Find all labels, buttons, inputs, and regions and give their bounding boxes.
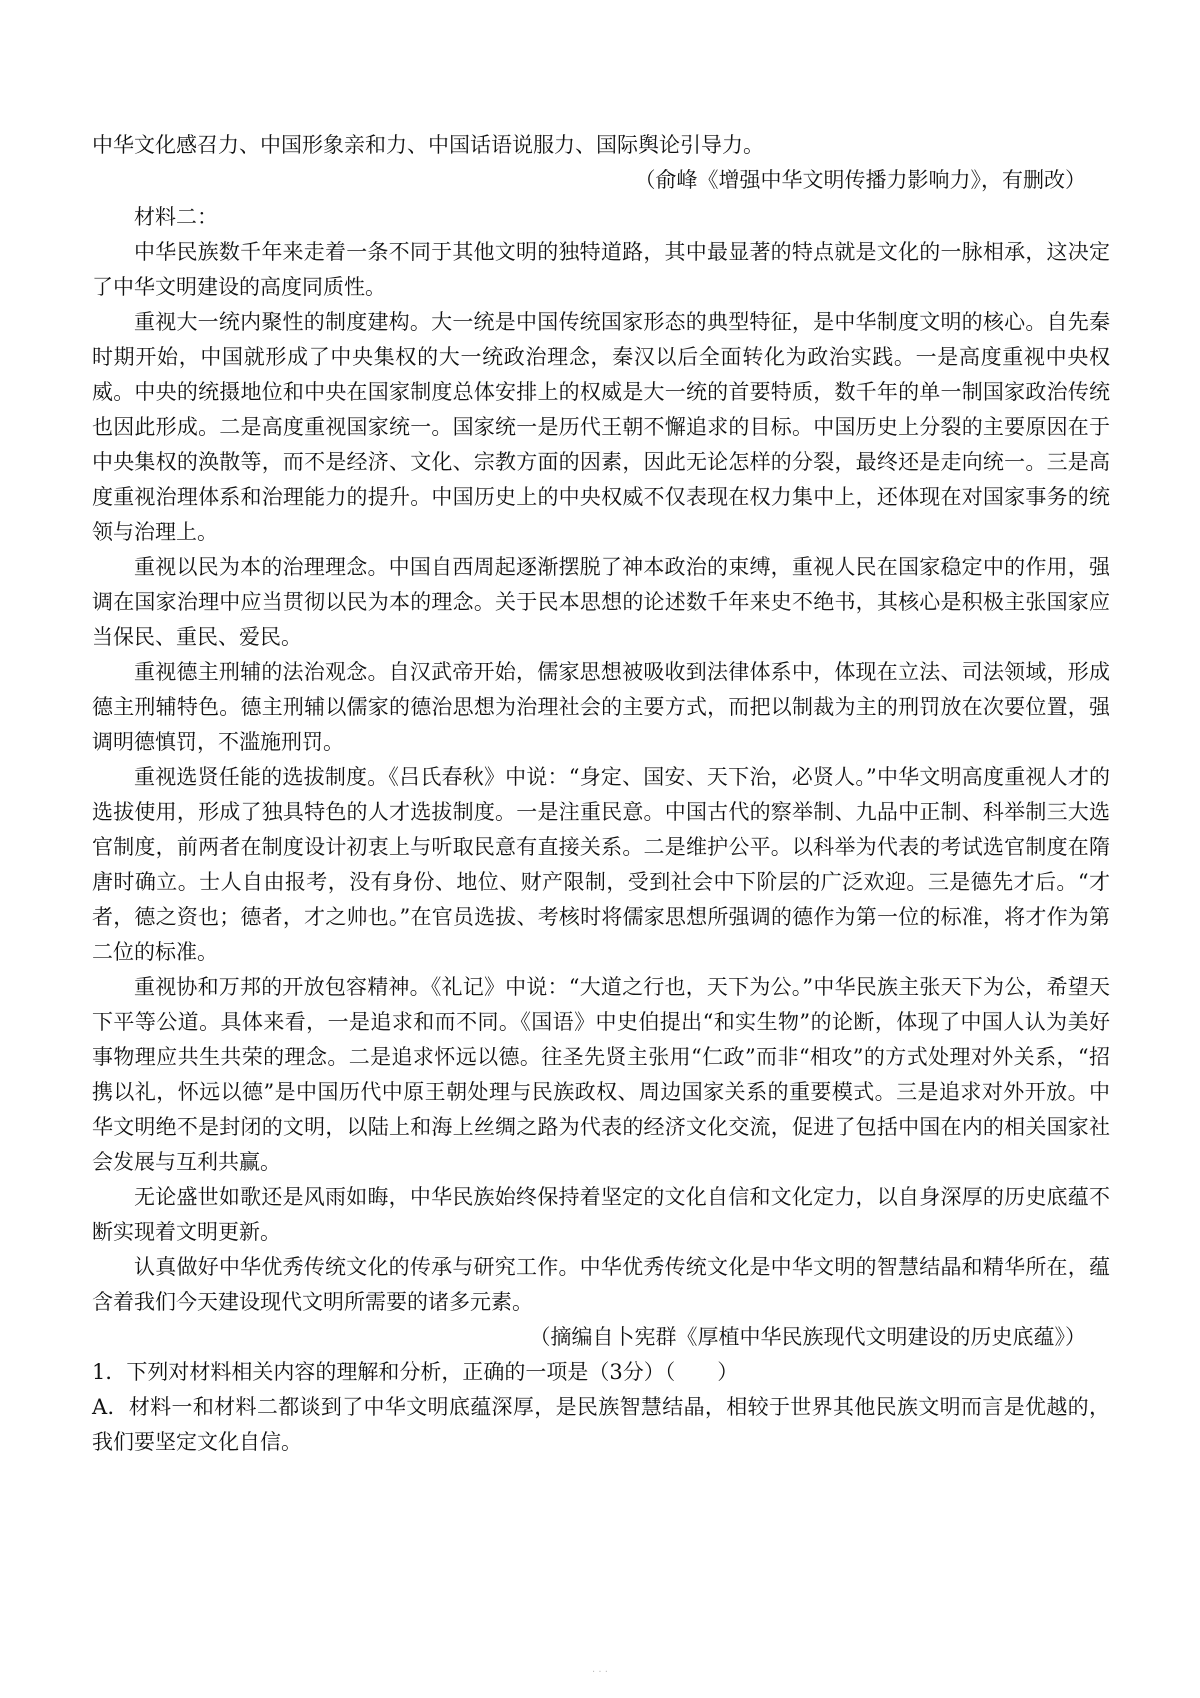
paragraph-2: 中华民族数千年来走着一条不同于其他文明的独特道路，其中最显著的特点就是文化的一脉相承，这决定了中华文明建设的高度同质性。 [92, 240, 1110, 299]
paragraph-7: 重视协和万邦的开放包容精神。《礼记》中说：“大道之行也，天下为公。”中华民族主张天下为公，希望天下平等公道。具体来看，一是追求和而不同。《国语》中史伯提出“和实生物”的论断，体现了中国人认为美好事物理应共生共荣的理念。二是追求怀远以德。往圣先贤主张用“仁政”而非“相攻”的方式处理对外关系，“招携以礼，怀远以德”是中国历代中原王朝处理与民族政权、周边国家关系的重要模式。三是追求对外开放。中华文明绝不是封闭的文明，以陆上和海上丝绸之路为代表的经济文化交流，促进了包括中国在内的相关国家社会发展与互利共赢。 [92, 975, 1110, 1174]
paragraph-1: 中华文化感召力、中国形象亲和力、中国话语说服力、国际舆论引导力。 [92, 133, 764, 157]
paragraph-5: 重视德主刑辅的法治观念。自汉武帝开始，儒家思想被吸收到法律体系中，体现在立法、司法领域，形成德主刑辅特色。德主刑辅以儒家的德治思想为治理社会的主要方式，而把以制裁为主的刑罚放在次要位置，强调明德慎罚，不滥施刑罚。 [92, 660, 1110, 754]
paragraph-6: 重视选贤任能的选拔制度。《吕氏春秋》中说：“身定、国安、天下治，必贤人。”中华文明高度重视人才的选拔使用，形成了独具特色的人才选拔制度。一是注重民意。中国古代的察举制、九品中正制、科举制三大选官制度，前两者在制度设计初衷上与听取民意有直接关系。二是维护公平。以科举为代表的考试选官制度在隋唐时确立。士人自由报考，没有身份、地位、财产限制，受到社会中下阶层的广泛欢迎。三是德先才后。“才者，德之资也；德者，才之帅也。”在官员选拔、考核时将儒家思想所强调的德作为第一位的标准，将才作为第二位的标准。 [92, 765, 1110, 964]
source-citation-2: （摘编自卜宪群《厚植中华民族现代文明建设的历史底蕴》） [529, 1325, 1086, 1349]
material-label: 材料二： [134, 205, 218, 229]
document-page [92, 128, 1110, 1460]
paragraph-3: 重视大一统内聚性的制度建构。大一统是中国传统国家形态的典型特征，是中华制度文明的核心。自先秦时期开始，中国就形成了中央集权的大一统政治理念，秦汉以后全面转化为政治实践。一是高度重视中央权威。中央的统摄地位和中央在国家制度总体安排上的权威是大一统的首要特质，数千年的单一制国家政治传统也因此形成。二是高度重视国家统一。国家统一是历代王朝不懈追求的目标。中国历史上分裂的主要原因在于中央集权的涣散等，而不是经济、文化、宗教方面的因素，因此无论怎样的分裂，最终还是走向统一。三是高度重视治理体系和治理能力的提升。中国历史上的中央权威不仅表现在权力集中上，还体现在对国家事务的统领与治理上。 [92, 310, 1110, 544]
question-option-a[interactable]: A．材料一和材料二都谈到了中华文明底蕴深厚，是民族智慧结晶，相较于世界其他民族文明而言是优越的，我们要坚定文化自信。 [92, 1395, 1110, 1454]
source-citation-1: （俞峰《增强中华文明传播力影响力》，有删改） [634, 168, 1086, 192]
paragraph-9: 认真做好中华优秀传统文化的传承与研究工作。中华优秀传统文化是中华文明的智慧结晶和精华所在，蕴含着我们今天建设现代文明所需要的诸多元素。 [92, 1255, 1110, 1314]
paragraph-8: 无论盛世如歌还是风雨如晦，中华民族始终保持着坚定的文化自信和文化定力，以自身深厚的历史底蕴不断实现着文明更新。 [92, 1185, 1110, 1244]
question-stem: 1．下列对材料相关内容的理解和分析，正确的一项是（3分）（ ） [92, 1360, 739, 1384]
paragraph-4: 重视以民为本的治理理念。中国自西周起逐渐摆脱了神本政治的束缚，重视人民在国家稳定中的作用，强调在国家治理中应当贯彻以民为本的理念。关于民本思想的论述数千年来史不绝书，其核心是积极主张国家应当保民、重民、爱民。 [92, 555, 1110, 649]
footer-mark: · · · [592, 1667, 608, 1678]
